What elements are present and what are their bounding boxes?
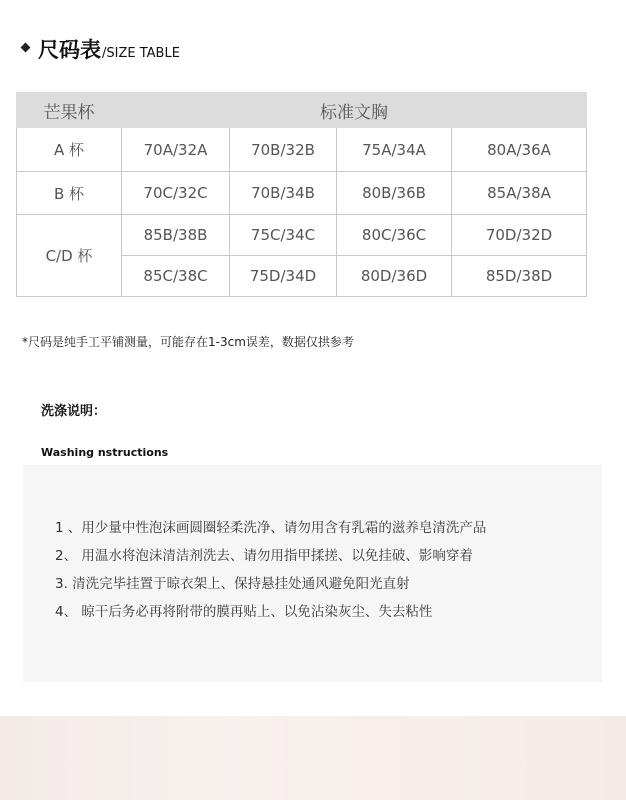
size-cell: 70B/32B <box>230 128 337 172</box>
list-item: 3. 清洗完毕挂置于晾衣架上、保持悬挂处通风避免阳光直射 <box>55 576 410 592</box>
size-cell: 85A/38A <box>452 172 587 215</box>
measurement-note: *尺码是纯手工平铺测量，可能存在1-3cm误差，数据仅拱参考 <box>22 335 354 349</box>
washing-title-en: Washing nstructions <box>41 446 169 459</box>
size-cell: 70A/32A <box>122 128 230 172</box>
size-cell: 75D/34D <box>230 256 337 297</box>
diamond-bullet-icon <box>21 43 31 53</box>
size-table <box>16 92 587 297</box>
page-title <box>22 34 180 62</box>
size-table-header <box>17 93 587 128</box>
size-cell: 70D/32D <box>452 215 587 256</box>
list-item: 4、 晾干后务必再将附带的膜再贴上、以免沾染灰尘、失去粘性 <box>55 604 433 620</box>
table-row <box>17 128 587 172</box>
title-en: /SIZE TABLE <box>102 46 180 61</box>
size-cell: 75A/34A <box>337 128 452 172</box>
header-cup: 芒果杯 <box>17 93 122 128</box>
size-cell: 70B/34B <box>230 172 337 215</box>
cup-label: A 杯 <box>17 128 122 172</box>
title-zh: 尺码表 <box>38 38 101 62</box>
decorative-bottom-band <box>0 716 626 800</box>
list-item: 2、 用温水将泡沫清洁剂洗去、请勿用指甲揉搓、以免挂破、影响穿着 <box>55 548 473 564</box>
size-cell: 85B/38B <box>122 215 230 256</box>
table-row <box>17 172 587 215</box>
size-cell: 80A/36A <box>452 128 587 172</box>
cup-label: C/D 杯 <box>17 215 122 297</box>
size-cell: 70C/32C <box>122 172 230 215</box>
washing-title: 洗涤说明： <box>41 404 107 419</box>
list-item: 1 、用少量中性泡沫画圆圈轻柔洗净、请勿用含有乳霜的滋养皂清洗产品 <box>55 520 487 536</box>
header-standard: 标准文胸 <box>122 93 587 128</box>
size-cell: 85C/38C <box>122 256 230 297</box>
size-cell: 80C/36C <box>337 215 452 256</box>
washing-instructions-list <box>55 518 486 630</box>
size-cell: 85D/38D <box>452 256 587 297</box>
size-cell: 80D/36D <box>337 256 452 297</box>
size-cell: 80B/36B <box>337 172 452 215</box>
size-cell: 75C/34C <box>230 215 337 256</box>
table-row <box>17 215 587 256</box>
cup-label: B 杯 <box>17 172 122 215</box>
